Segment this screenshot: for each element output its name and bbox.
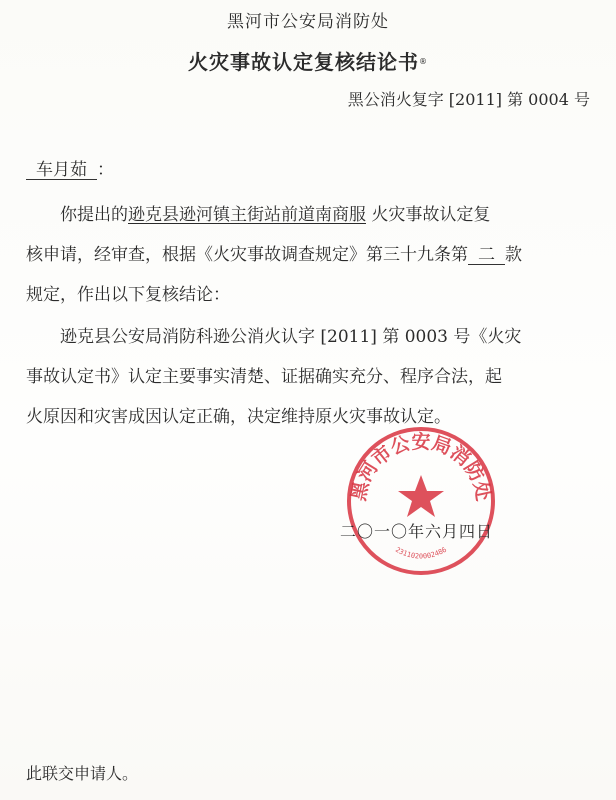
title-mark: ® — [419, 57, 428, 66]
official-seal — [345, 425, 497, 577]
issue-date: 二〇一〇年六月四日 — [340, 522, 494, 541]
paragraph1-line2-suffix: 款 — [505, 245, 522, 265]
paragraph1-prefix: 你提出的 — [60, 205, 128, 225]
paragraph1-line1 — [60, 205, 490, 225]
document-title — [0, 52, 616, 72]
paragraph1-line2 — [26, 245, 522, 265]
paragraph2-line1: 逊克县公安局消防科逊公消火认字 [2011] 第 0003 号《火灾 — [60, 327, 522, 347]
issuer-heading: 黑河市公安局消防处 — [227, 12, 389, 32]
seal-star-icon — [398, 475, 444, 517]
seal-text: 黑河市公安局消防处 — [347, 431, 495, 503]
document-number: 黑公消火复字 [2011] 第 0004 号 — [347, 90, 590, 109]
recipient-suffix: ： — [97, 160, 114, 180]
paragraph2-line3: 火原因和灾害成因认定正确，决定维持原火灾事故认定。 — [26, 407, 451, 427]
paragraph1-line1-suffix: 火灾事故认定复 — [371, 205, 491, 225]
paragraph1-line3: 规定，作出以下复核结论： — [26, 285, 230, 305]
recipient-name: 车月茹 — [26, 161, 97, 180]
paragraph1-line2-prefix: 核申请，经审查，根据《火灾事故调查规定》第三十九条第 — [26, 245, 468, 265]
document-title-text: 火灾事故认定复核结论书 — [188, 50, 419, 74]
paragraph2-line2: 事故认定书》认定主要事实清楚、证据确实充分、程序合法，起 — [26, 367, 502, 387]
recipient-line — [26, 160, 114, 180]
clause-number: 二 — [468, 246, 505, 265]
footer-note: 此联交申请人。 — [26, 764, 139, 783]
fire-location: 逊克县逊河镇主街站前道南商服 — [128, 205, 366, 225]
seal-code: 2311020002486 — [393, 545, 449, 561]
